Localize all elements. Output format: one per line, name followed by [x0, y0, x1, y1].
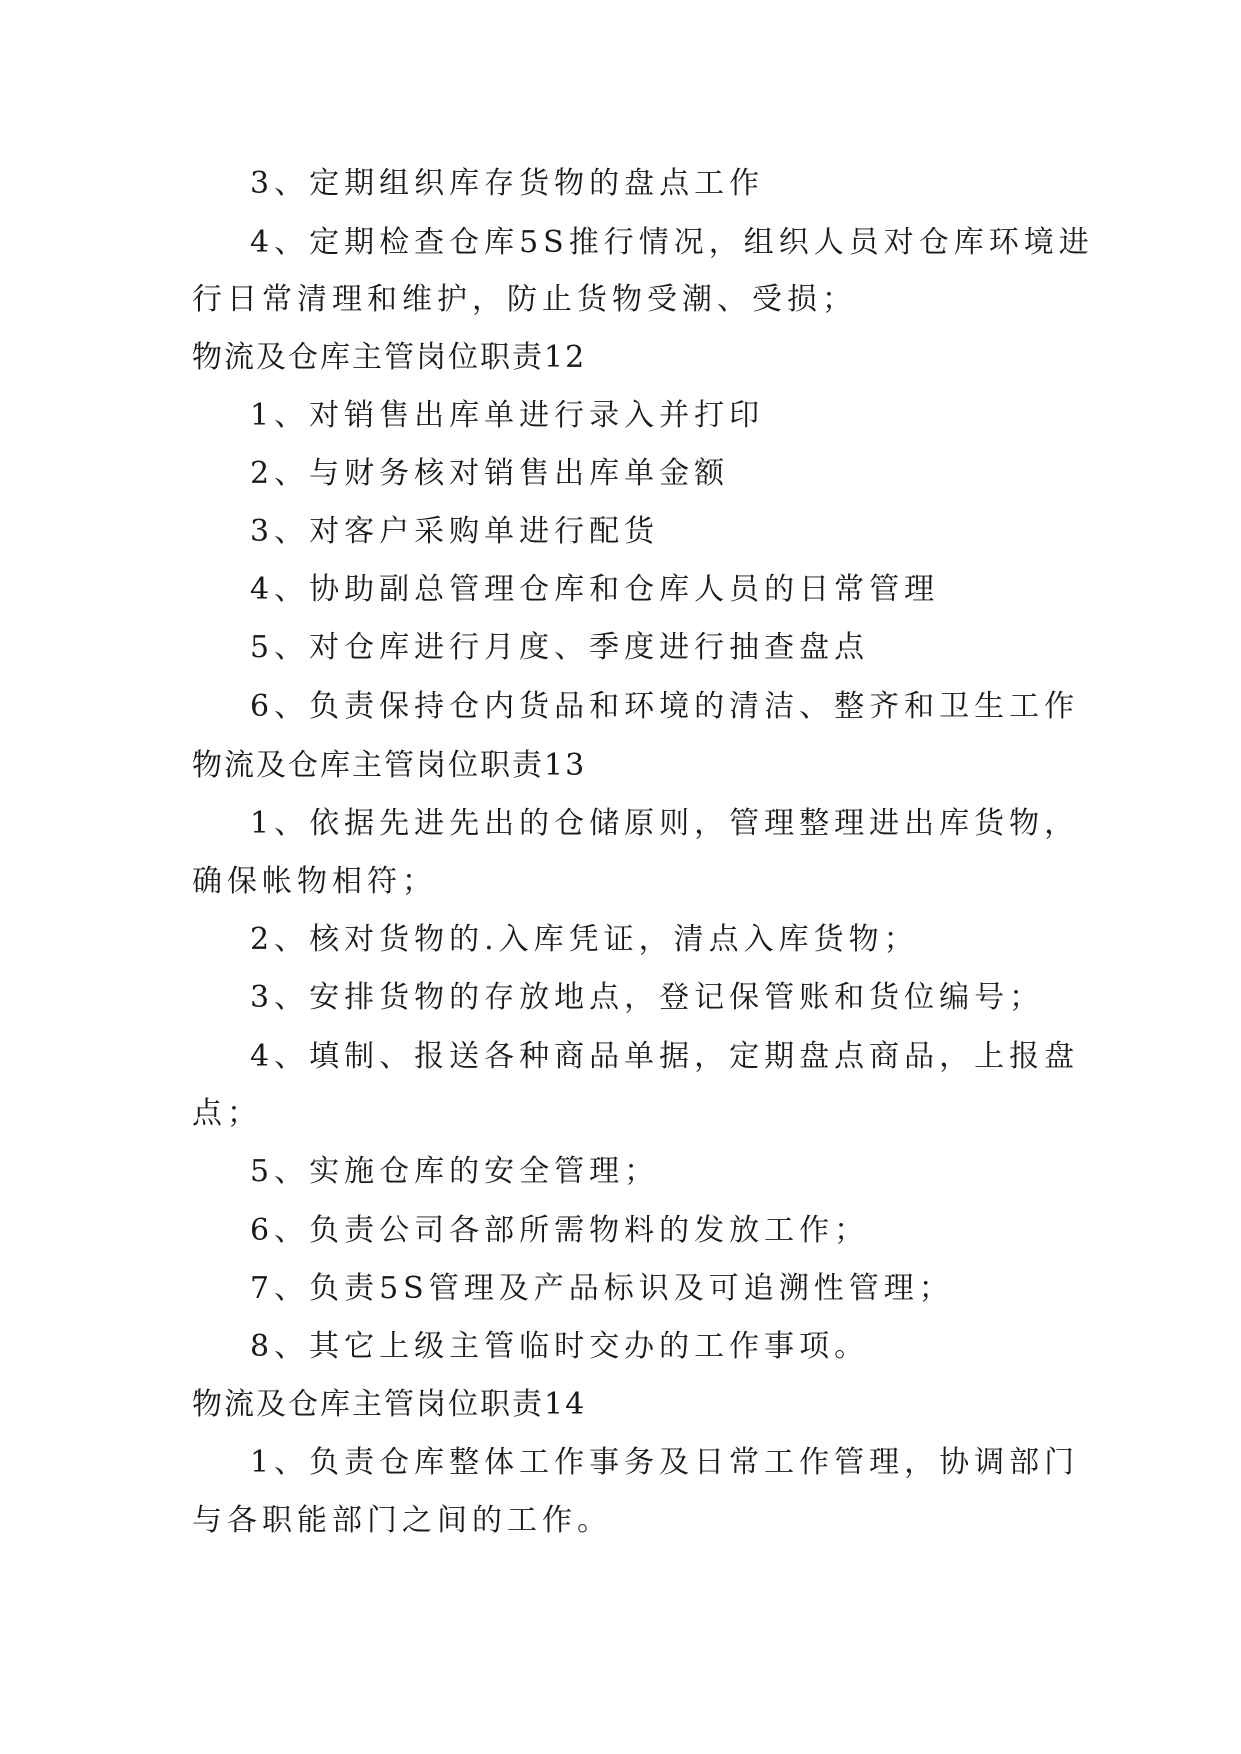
text-line: 1、负责仓库整体工作事务及日常工作管理，协调部门 — [250, 1445, 1080, 1480]
text-line: 3、定期组织库存货物的盘点工作 — [250, 166, 765, 201]
section-heading: 物流及仓库主管岗位职责13 — [192, 748, 587, 783]
text-line: 与各职能部门之间的工作。 — [192, 1503, 612, 1538]
text-line: 3、安排货物的存放地点，登记保管账和货位编号； — [250, 980, 1045, 1015]
text-line: 行日常清理和维护，防止货物受潮、受损； — [192, 282, 857, 317]
text-line: 4、定期检查仓库5S推行情况，组织人员对仓库环境进 — [250, 225, 1094, 260]
text-line: 1、依据先进先出的仓储原则，管理整理进出库货物， — [250, 806, 1080, 841]
text-line: 7、负责5S管理及产品标识及可追溯性管理； — [250, 1271, 954, 1306]
text-line: 3、对客户采购单进行配货 — [250, 514, 660, 549]
text-line: 确保帐物相符； — [192, 864, 437, 899]
text-line: 2、与财务核对销售出库单金额 — [250, 456, 730, 491]
text-line: 4、填制、报送各种商品单据，定期盘点商品，上报盘 — [250, 1039, 1080, 1074]
section-heading: 物流及仓库主管岗位职责12 — [192, 340, 587, 375]
text-line: 点； — [192, 1096, 262, 1131]
text-line: 2、核对货物的.入库凭证，清点入库货物； — [250, 922, 919, 957]
text-line: 8、其它上级主管临时交办的工作事项。 — [250, 1329, 870, 1364]
text-line: 6、负责公司各部所需物料的发放工作； — [250, 1213, 870, 1248]
text-line: 6、负责保持仓内货品和环境的清洁、整齐和卫生工作 — [250, 689, 1080, 724]
text-line: 4、协助副总管理仓库和仓库人员的日常管理 — [250, 572, 940, 607]
text-line: 1、对销售出库单进行录入并打印 — [250, 398, 765, 433]
section-heading: 物流及仓库主管岗位职责14 — [192, 1387, 587, 1422]
text-line: 5、对仓库进行月度、季度进行抽查盘点 — [250, 630, 870, 665]
text-line: 5、实施仓库的安全管理； — [250, 1154, 660, 1189]
